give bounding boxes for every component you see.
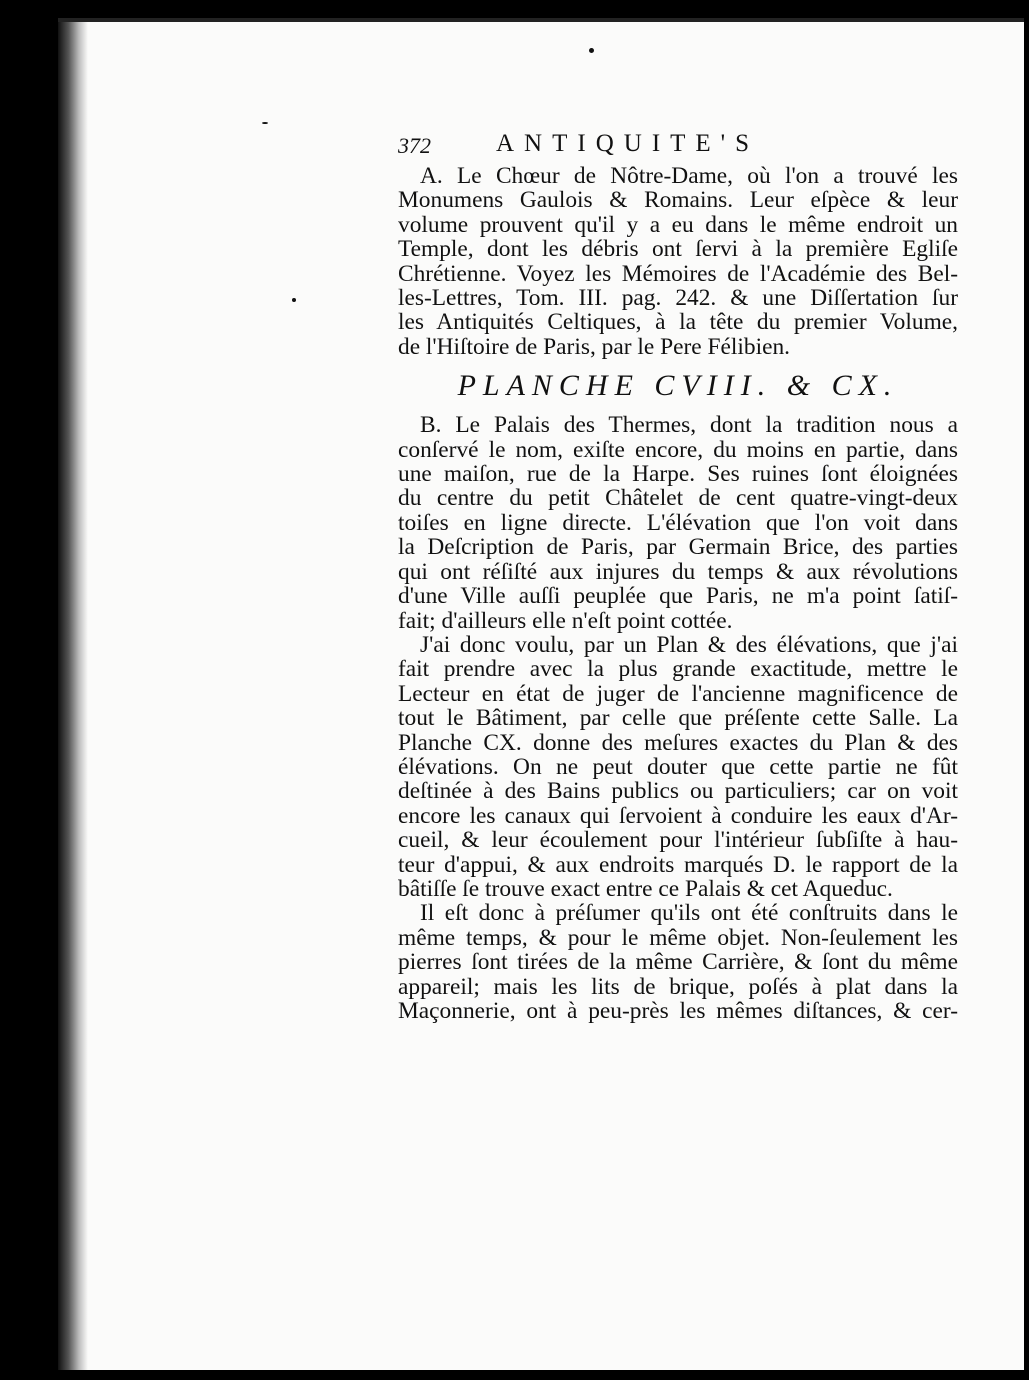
text-line: bâtiſſe ſe trouve exact entre ce Palais & cet Aqueduc. — [398, 875, 893, 902]
text-line: Il eſt donc à préſumer qu'ils ont été conſtruits dans le — [420, 900, 958, 927]
paragraph-b — [398, 413, 958, 633]
page-number: 372 — [398, 133, 431, 158]
text-line: cueil, & leur écoulement pour l'intérieur ſubſiſte à hau- — [398, 827, 958, 854]
text-line: Temple, dont les débris ont ſervi à la première Egliſe — [398, 236, 958, 263]
text-line: B. Le Palais des Thermes, dont la tradition nous a — [420, 412, 958, 439]
text-line: Planche CX. donne des meſures exactes du Plan & des — [398, 729, 958, 756]
text-line: volume prouvent qu'il y a eu dans le même endroit un — [398, 211, 958, 238]
text-line: encore les canaux qui ſervoient à conduire les eaux d'Ar- — [398, 802, 958, 829]
text-line: même temps, & pour le même objet. Non-ſeulement les — [398, 924, 958, 951]
ink-speck — [292, 298, 296, 302]
ink-speck — [589, 48, 594, 53]
text-line: pierres ſont tirées de la même Carrière, & ſont du même — [398, 949, 958, 976]
ink-speck — [262, 122, 268, 124]
page-top-edge — [58, 18, 1024, 22]
scanned-page — [58, 18, 1024, 1370]
text-line: conſervé le nom, exiſte encore, du moins en partie, dans — [398, 436, 958, 463]
text-line: de l'Hiſtoire de Paris, par le Pere Félibien. — [398, 333, 790, 360]
text-line: appareil; mais les lits de brique, poſés à plat dans la — [398, 973, 958, 1000]
text-line: une maiſon, rue de la Harpe. Ses ruines ſont éloignées — [398, 461, 958, 488]
text-line: deſtinée à des Bains publics ou particuliers; car on voit — [398, 778, 958, 805]
running-head-title: ANTIQUITE'S — [496, 130, 760, 157]
text-line: la Deſcription de Paris, par Germain Brice, des parties — [398, 534, 958, 561]
text-line: Lecteur en état de juger de l'ancienne magnificence de — [398, 680, 958, 707]
text-line: teur d'appui, & aux endroits marqués D. le rapport de la — [398, 851, 958, 878]
text-block — [398, 132, 958, 1023]
paragraph-c — [398, 633, 958, 901]
binding-gutter-shadow — [58, 18, 88, 1370]
text-line: d'une Ville auſſi peuplée que Paris, ne m'a point ſatiſ- — [398, 583, 958, 610]
running-head — [398, 132, 958, 162]
text-line: élévations. On ne peut douter que cette partie ne fût — [398, 753, 958, 780]
text-line: les Antiquités Celtiques, à la tête du premier Volume, — [398, 309, 958, 336]
paragraph-d — [398, 901, 958, 1023]
paragraph-a — [398, 164, 958, 359]
text-line: fait prendre avec la plus grande exactitude, mettre le — [398, 656, 958, 683]
text-line: fait; d'ailleurs elle n'eſt point cottée. — [398, 607, 733, 634]
text-line: tout le Bâtiment, par celle que préſente cette Salle. La — [398, 705, 958, 732]
text-line: A. Le Chœur de Nôtre-Dame, où l'on a trouvé les — [420, 163, 958, 189]
text-line: Maçonnerie, ont à peu-près les mêmes diſtances, & cer- — [398, 998, 958, 1024]
text-line: Monumens Gaulois & Romains. Leur eſpèce & leur — [398, 187, 958, 214]
text-line: les-Lettres, Tom. III. pag. 242. & une Diſſertation ſur — [398, 285, 958, 312]
text-line: J'ai donc voulu, par un Plan & des élévations, que j'ai — [420, 631, 958, 658]
plate-heading: PLANCHE CVIII. & CX. — [457, 369, 899, 403]
text-line: Chrétienne. Voyez les Mémoires de l'Académie des Bel- — [398, 260, 958, 287]
text-line: toiſes en ligne directe. L'élévation que l'on voit dans — [398, 509, 958, 536]
text-line: du centre du petit Châtelet de cent quatre-vingt-deux — [398, 485, 958, 512]
text-line: qui ont réſiſté aux injures du temps & aux révolutions — [398, 558, 958, 585]
